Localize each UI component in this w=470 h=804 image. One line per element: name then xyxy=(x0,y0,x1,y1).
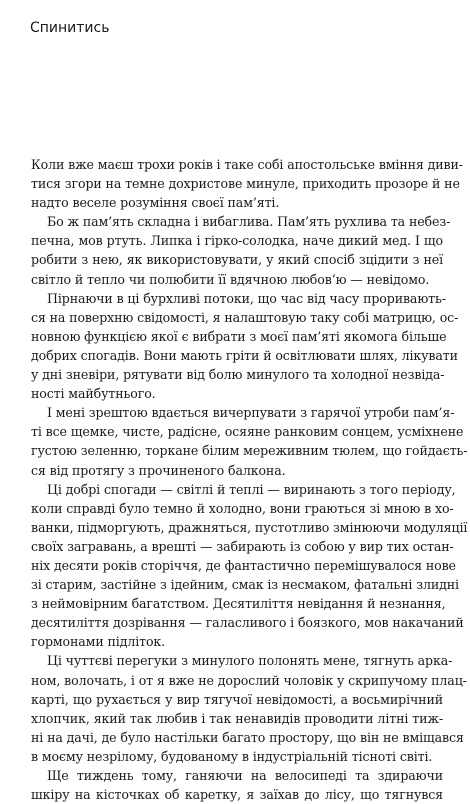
paragraph xyxy=(31,766,443,804)
text-line: зі старим, застійне з ідейним, смак із несмаком, фатальні злидні xyxy=(31,577,459,593)
text-line: ності майбутнього. xyxy=(31,386,156,402)
text-line: робити з нею, як використовувати, у який спосіб зцідити з неї xyxy=(31,252,443,268)
text-line: Коли вже маєш трохи років і таке собі апостольське вміння диви- xyxy=(31,157,463,172)
paragraph xyxy=(31,480,468,652)
paragraph xyxy=(31,289,459,404)
text-line: десятиліття дозрівання — галасливого і боязкого, мов накачаний xyxy=(31,615,464,631)
text-line: ся на поверхню свідомості, я налаштовую таку собі матрицю, ос- xyxy=(31,309,459,325)
text-line: хлопчик, який так любив і так ненавидів проводити літні тиж- xyxy=(31,710,443,726)
text-line: Пірнаючи в ці бурхливі потоки, що час від часу проривають- xyxy=(47,290,446,306)
paragraph xyxy=(31,212,451,288)
paragraph xyxy=(31,403,468,479)
text-line: у дні зневіри, рятувати від болю минулого та холодної незвіда- xyxy=(31,367,445,383)
text-line: ніх десяти років сторіччя, де фантастично перемішувалося нове xyxy=(31,557,456,573)
text-line: гормонами підліток. xyxy=(31,634,166,650)
text-line: Бо ж пам’ять складна і вибаглива. Пам’ять рухлива та небез- xyxy=(47,214,451,230)
text-line: ті все щемке, чисте, радісне, осяяне ранковим сонцем, усміхнене xyxy=(31,424,464,440)
text-line: густою зеленню, торкане білим мереживним тюлем, що гойдаєть- xyxy=(31,443,468,459)
text-line: ванки, підморгують, дражняться, пустотливо змінюючи модуляції xyxy=(31,519,468,535)
text-line: тися згори на темне дохристове минуле, приходить прозоре й не xyxy=(31,176,460,192)
text-line: ся від протягу з прочиненого балкона. xyxy=(31,462,286,478)
paragraph xyxy=(31,155,463,212)
paragraph xyxy=(31,651,467,766)
text-line: ном, волочать, і от я вже не дорослий чоловік у скрипучому плац- xyxy=(31,672,467,688)
body-text xyxy=(31,155,468,804)
text-line: добрих спогадів. Вони мають гріти й освітлювати шлях, лікувати xyxy=(31,347,458,363)
running-header: Спинитись xyxy=(30,20,110,36)
text-line: світло й тепло чи полюбити її вдячною любов’ю — невідомо. xyxy=(31,271,430,287)
text-line: своїх загравань, а врешті — забирають із собою у вир тих остан- xyxy=(31,538,454,554)
text-line: в моєму незрілому, будованому в індустріальній тісноті світі. xyxy=(31,748,433,764)
text-line: новною функцією якої є вибрати з моєї пам’яті якомога більше xyxy=(31,328,447,344)
text-line: ні на дачі, де було настільки багато простору, що він не вміщався xyxy=(31,729,464,745)
text-line: шкіру на кісточках об каретку, я заїхав до лісу, що тягнувся xyxy=(31,787,443,803)
text-line: надто веселе розуміння своєї пам’яті. xyxy=(31,195,280,211)
text-line: Ще тиждень тому, ганяючи на велосипеді та здираючи xyxy=(47,768,443,783)
text-line: печна, мов ртуть. Липка і гірко-солодка, наче дикий мед. І що xyxy=(31,233,443,249)
text-line: коли справді було темно й холодно, вони граються зі мною в хо- xyxy=(31,500,454,516)
text-line: І мені зрештою вдається вичерпувати з гарячої утроби пам’я- xyxy=(47,405,455,421)
text-line: Ці чуттєві перегуки з минулого полонять мене, тягнуть арка- xyxy=(47,653,453,669)
text-line: з неймовірним багатством. Десятиліття невідання й незнання, xyxy=(31,596,446,612)
text-line: карті, що рухається у вир тягучої невідомості, а восьмирічний xyxy=(31,691,443,707)
text-line: Ці добрі спогади — світлі й теплі — виринають з того періоду, xyxy=(47,481,456,497)
